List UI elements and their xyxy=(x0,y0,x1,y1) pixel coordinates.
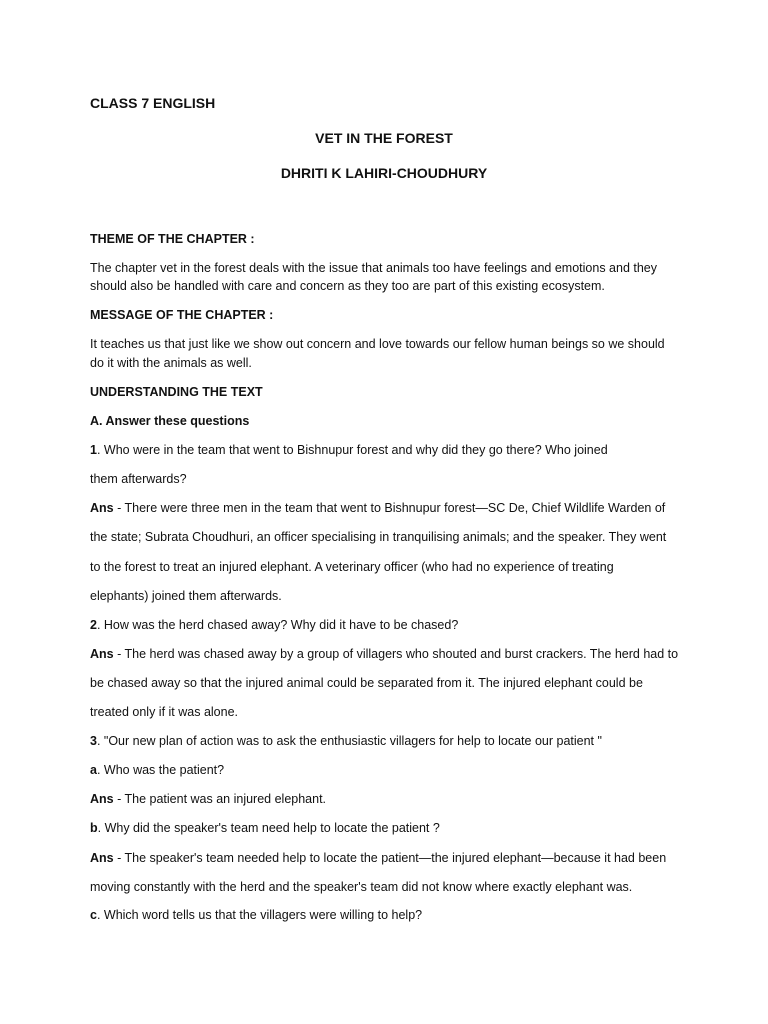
subquestion-text: . Who was the patient? xyxy=(96,763,225,777)
answer-text: - There were three men in the team that went to Bishnupur forest—SC De, Chief Wildlife Warden of xyxy=(113,501,666,515)
section-a-heading: A. Answer these questions xyxy=(90,414,250,428)
answer-text: - The speaker's team needed help to locate the patient—the injured elephant—because it had been xyxy=(113,851,667,865)
question-1 xyxy=(90,443,608,457)
question-1-continued: them afterwards? xyxy=(90,472,187,486)
answer-3a xyxy=(90,792,326,806)
answer-label: Ans xyxy=(90,647,114,661)
answer-2-line: be chased away so that the injured animal could be separated from it. The injured elephant could be xyxy=(90,676,643,690)
question-2 xyxy=(90,618,458,632)
subquestion-label: c xyxy=(90,908,97,922)
question-text: . How was the herd chased away? Why did it have to be chased? xyxy=(96,618,459,632)
answer-1 xyxy=(90,501,665,515)
question-number: 3 xyxy=(90,734,97,748)
subquestion-label: b xyxy=(90,821,98,835)
question-3c xyxy=(90,908,422,922)
subquestion-text: . Why did the speaker's team need help to locate the patient ? xyxy=(97,821,440,835)
message-text-line: It teaches us that just like we show out concern and love towards our fellow human beings so we should xyxy=(90,337,665,351)
question-text: . "Our new plan of action was to ask the enthusiastic villagers for help to locate our patient " xyxy=(96,734,602,748)
answer-1-line: the state; Subrata Choudhuri, an officer specialising in tranquilising animals; and the speaker. They went xyxy=(90,530,667,544)
message-text-line: do it with the animals as well. xyxy=(90,356,252,370)
theme-heading: THEME OF THE CHAPTER : xyxy=(90,232,255,246)
question-3a xyxy=(90,763,224,777)
answer-text: - The patient was an injured elephant. xyxy=(113,792,327,806)
answer-1-line: to the forest to treat an injured elephant. A veterinary officer (who had no experience of treating xyxy=(90,560,614,574)
question-number: 2 xyxy=(90,618,97,632)
answer-3b xyxy=(90,851,666,865)
answer-text: - The herd was chased away by a group of villagers who shouted and burst crackers. The herd had to xyxy=(113,647,679,661)
understanding-heading: UNDERSTANDING THE TEXT xyxy=(90,385,263,399)
question-3b xyxy=(90,821,440,835)
answer-2 xyxy=(90,647,678,661)
answer-label: Ans xyxy=(90,851,114,865)
answer-label: Ans xyxy=(90,792,114,806)
subquestion-text: . Which word tells us that the villagers were willing to help? xyxy=(96,908,423,922)
question-number: 1 xyxy=(90,443,97,457)
theme-text-line: The chapter vet in the forest deals with the issue that animals too have feelings and emotions and they xyxy=(90,261,658,275)
author-name: DHRITI K LAHIRI-CHOUDHURY xyxy=(280,165,488,181)
subquestion-label: a xyxy=(90,763,97,777)
class-label: CLASS 7 ENGLISH xyxy=(90,95,216,111)
chapter-title: VET IN THE FOREST xyxy=(315,130,453,146)
answer-3b-line: moving constantly with the herd and the speaker's team did not know where exactly elephant was. xyxy=(90,880,633,894)
answer-1-line: elephants) joined them afterwards. xyxy=(90,589,282,603)
question-text: . Who were in the team that went to Bishnupur forest and why did they go there? Who joined xyxy=(96,443,608,457)
answer-label: Ans xyxy=(90,501,114,515)
theme-text-line: should also be handled with care and concern as they too are part of this existing ecosystem. xyxy=(90,279,605,293)
message-heading: MESSAGE OF THE CHAPTER : xyxy=(90,308,274,322)
answer-2-line: treated only if it was alone. xyxy=(90,705,238,719)
question-3 xyxy=(90,734,602,748)
